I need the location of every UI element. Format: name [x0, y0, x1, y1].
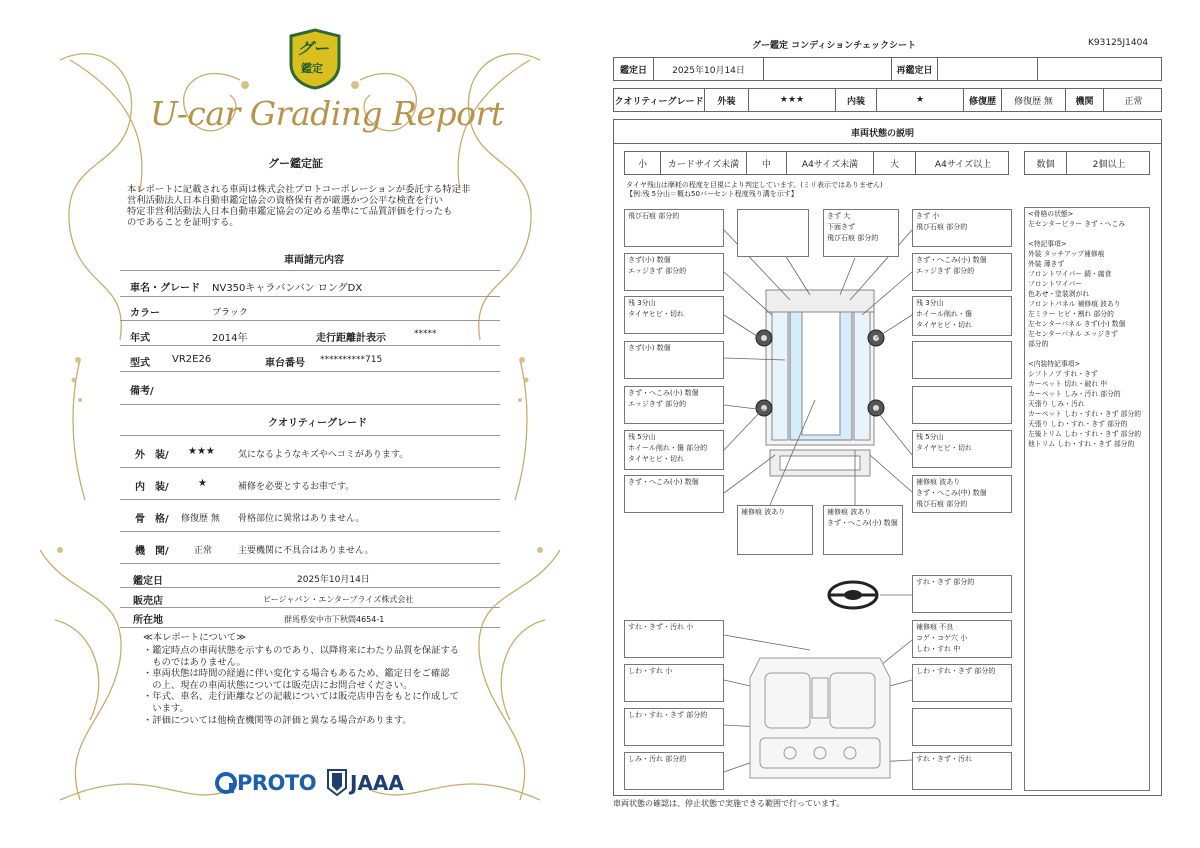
doc-id: K93125J1404	[1088, 38, 1149, 48]
exterior-note: きず・へこみ(小) 数個	[624, 475, 724, 513]
name-label: 車名・グレード	[130, 283, 200, 294]
repair-value: 修復歴 無	[1002, 89, 1066, 111]
grade-desc: 補修を必要とするお車です。	[238, 482, 355, 492]
condition-check-sheet	[600, 0, 1200, 848]
address-label: 所在地	[133, 615, 163, 626]
intro-text	[127, 184, 470, 228]
exterior-note: きず(小) 数個 エッジきず 部分的	[624, 253, 724, 291]
proto-logo-text: PROTO	[237, 771, 317, 795]
quality-heading: クオリティーグレード	[268, 418, 367, 429]
intro-line: 本レポートに記載される車両は株式会社プロトコーポレーションが委託する特定非	[127, 184, 471, 195]
color-value: ブラック	[212, 308, 248, 318]
exterior-note: 補修痕 波あり きず・へこみ(中) 数個 飛び石痕 部分的	[912, 475, 1012, 513]
name-value: NV350キャラバンバン ロングDX	[212, 283, 363, 294]
grade-value: ★★★	[188, 446, 215, 457]
certificate-heading: グー鑑定証	[268, 157, 323, 170]
empty-note-box	[737, 209, 809, 257]
interior-note: すれ・きず 部分的	[912, 575, 1012, 613]
chassis-label: 車台番号	[265, 358, 305, 369]
notice-line: ・鑑定時点の車両状態を示すものであり、以降将来にわたり品質を保証する	[143, 645, 460, 656]
sheet-title: グー鑑定 コンディションチェックシート	[752, 41, 916, 51]
dealer-value: ビージャパン・エンタープライズ株式会社	[263, 595, 414, 604]
address-value: 群馬県安中市下秋間4654-1	[284, 615, 385, 624]
grade-label: 機 関/	[135, 546, 169, 557]
grade-value: 正常	[194, 546, 213, 556]
legend-cell: A4サイズ以上	[934, 159, 992, 170]
tire-note: 【例:残 5分山＝概ね50パーセント程度残り溝を示す】	[626, 190, 798, 198]
date-value: 2025年10月14日	[297, 575, 370, 585]
count-value: 2個以上	[1092, 159, 1126, 170]
empty-note-box	[912, 341, 1012, 379]
steering-wheel-icon	[826, 578, 880, 612]
ext-value: ★★★	[749, 89, 836, 111]
ext-label: 外装	[705, 89, 749, 111]
empty-note-box	[912, 386, 1012, 424]
int-label: 内装	[836, 89, 877, 111]
sheet-footer: 車両状態の確認は、停止状態で実施できる範囲で行っています。	[613, 799, 845, 808]
exterior-note: 飛び石痕 部分的	[624, 209, 724, 247]
exterior-note: 残 3分山 タイヤヒビ・切れ	[624, 296, 724, 334]
proto-mark-icon	[215, 772, 237, 794]
condition-heading: 車両状態の説明	[851, 129, 915, 139]
exterior-note: きず(小) 数個	[624, 341, 724, 379]
legend-cell: 小	[625, 152, 661, 174]
exterior-note: きず 大 下面きず 飛び石痕 部分的	[823, 209, 899, 257]
year-value: 2014年	[212, 333, 248, 344]
intro-line: 特定非営利活動法人日本自動車鑑定協会の定める基準にて品質評価を行ったも	[127, 206, 453, 217]
jaaa-mark-icon	[326, 768, 348, 796]
int-value: ★	[877, 89, 964, 111]
date-label: 鑑定日	[133, 576, 163, 587]
jaaa-logo	[326, 768, 416, 798]
notice-line: ・車両状態は時間の経過に伴い変化する場合もあるため、鑑定日をご確認	[143, 668, 450, 680]
interior-note: しみ・汚れ 部分的	[624, 752, 724, 790]
grade-label: 外 装/	[135, 450, 169, 461]
model-value: VR2E26	[172, 354, 212, 365]
quality-label: クオリティーグレード	[614, 89, 705, 111]
proto-logo	[215, 770, 325, 800]
badge-top-text: グー	[297, 39, 330, 58]
exterior-note: 補修痕 波あり きず・へこみ(小) 数個	[823, 505, 903, 555]
notice-line: ・評価については他検査機関等の評価と異なる場合があります。	[143, 714, 412, 726]
mileage-label: 走行距離計表示	[316, 333, 386, 344]
date-label: 鑑定日	[614, 58, 654, 80]
special-notes-panel: <骨格の状態> 左センターピラー きず・へこみ <特記事項> 外装 タッチアップ補修痕 外装 薄きず フロントワイパー 錆・腐食 フロントワイパー 色あせ・塗装剥がれ フロントパネル 補修痕 波あり 左ミラー ヒビ・割れ 部分的 左センターパネル きず(小) 数個 左センターパネル エッジきず 部分的 <内装特記事項> シフトノブ すれ・きず カーペット 切れ・破れ 中 カーペット しみ・汚れ 部分的 天張り しみ・汚れ カーペット しわ・すれ・きず 部分的 天張り しわ・すれ・きず 部分的 左後トリム しわ・すれ・きず 部分的 他トリム しわ・すれ・きず 部分的	[1024, 207, 1150, 791]
intro-line: のであることを証明する。	[127, 217, 239, 228]
year-label: 年式	[130, 333, 150, 344]
jaaa-logo-text: JAAA	[350, 771, 404, 795]
tire-note: タイヤ残山は摩耗の程度を目視により判定しています。(ミリ表示ではありません)	[626, 181, 883, 189]
empty-note-box	[912, 708, 1012, 746]
notice-block	[143, 632, 246, 644]
engine-label: 機関	[1066, 89, 1104, 111]
dealer-label: 販売店	[133, 596, 163, 607]
grade-value: 修復歴 無	[181, 514, 220, 524]
van-interior-diagram-icon	[740, 638, 900, 788]
date-value: 2025年10月14日	[654, 58, 764, 80]
legend-cell: 大	[874, 152, 916, 174]
repair-label: 修復歴	[964, 89, 1002, 111]
interior-note: 補修痕 不良 コゲ・コゲ穴 小 しわ・すれ 中	[912, 620, 1012, 658]
interior-note: すれ・きず・汚れ	[912, 752, 1012, 790]
remarks-label: 備考/	[130, 386, 154, 397]
legend-cell: A4サイズ未満	[787, 152, 874, 174]
legend-cell: 中	[747, 152, 787, 174]
legend-cell: カードサイズ未満	[661, 152, 747, 174]
intro-line: 営利活動法人日本自動車鑑定協会の資格保有者が厳選かつ公平な検査を行い	[127, 195, 444, 206]
notice-title: ≪本レポートについて≫	[143, 632, 246, 643]
grade-desc: 気になるようなキズやヘコミがあります。	[238, 450, 409, 460]
notice-line: ものではありません。	[143, 656, 246, 668]
notice-line: います。	[143, 702, 189, 714]
count-label: 数個	[1025, 152, 1067, 174]
engine-value: 正常	[1124, 96, 1143, 107]
exterior-note: きず 小 飛び石痕 部分的	[912, 209, 1012, 247]
notice-list	[143, 645, 459, 726]
notice-line: ・年式、車名、走行距離などの記載については販売店申告をもとに作成して	[143, 691, 459, 703]
grade-label: 内 装/	[135, 482, 169, 493]
exterior-note: きず・へこみ(小) 数個 エッジきず 部分的	[624, 386, 724, 424]
grade-desc: 主要機関に不具合はありません。	[238, 546, 374, 556]
exterior-note: 残 5分山 ホイール削れ・傷 部分的 タイヤヒビ・切れ	[624, 430, 724, 470]
interior-note: しわ・すれ・きず 部分的	[912, 664, 1012, 702]
script-title: U-car Grading Report	[150, 94, 504, 133]
grade-value: ★	[198, 478, 207, 489]
exterior-note: 補修痕 波あり	[737, 505, 813, 555]
grade-desc: 骨格部位に異常はありません。	[238, 514, 365, 524]
interior-note: しわ・すれ 小	[624, 664, 724, 702]
notice-line: の上、現在の車両状態については販売店にお問合せください。	[143, 679, 413, 691]
model-label: 型式	[130, 358, 150, 369]
grade-label: 骨 格/	[135, 514, 169, 525]
exterior-note: 残 5分山 タイヤヒビ・切れ	[912, 430, 1012, 468]
spec-heading: 車両諸元内容	[284, 255, 344, 266]
exterior-note: きず・へこみ(小) 数個 エッジきず 部分的	[912, 253, 1012, 291]
goo-badge	[287, 28, 343, 90]
interior-note: すれ・きず・汚れ 小	[624, 620, 724, 658]
mileage-value: *****	[414, 329, 437, 339]
redate-label: 再鑑定日	[892, 58, 938, 80]
exterior-note: 残 3分山 ホイール削れ・傷 タイヤヒビ・切れ	[912, 296, 1012, 336]
badge-bottom-text: 鑑定	[301, 62, 323, 75]
color-label: カラー	[130, 308, 160, 319]
chassis-value: **********715	[320, 355, 383, 365]
interior-note: しわ・すれ・きず 部分的	[624, 708, 724, 746]
